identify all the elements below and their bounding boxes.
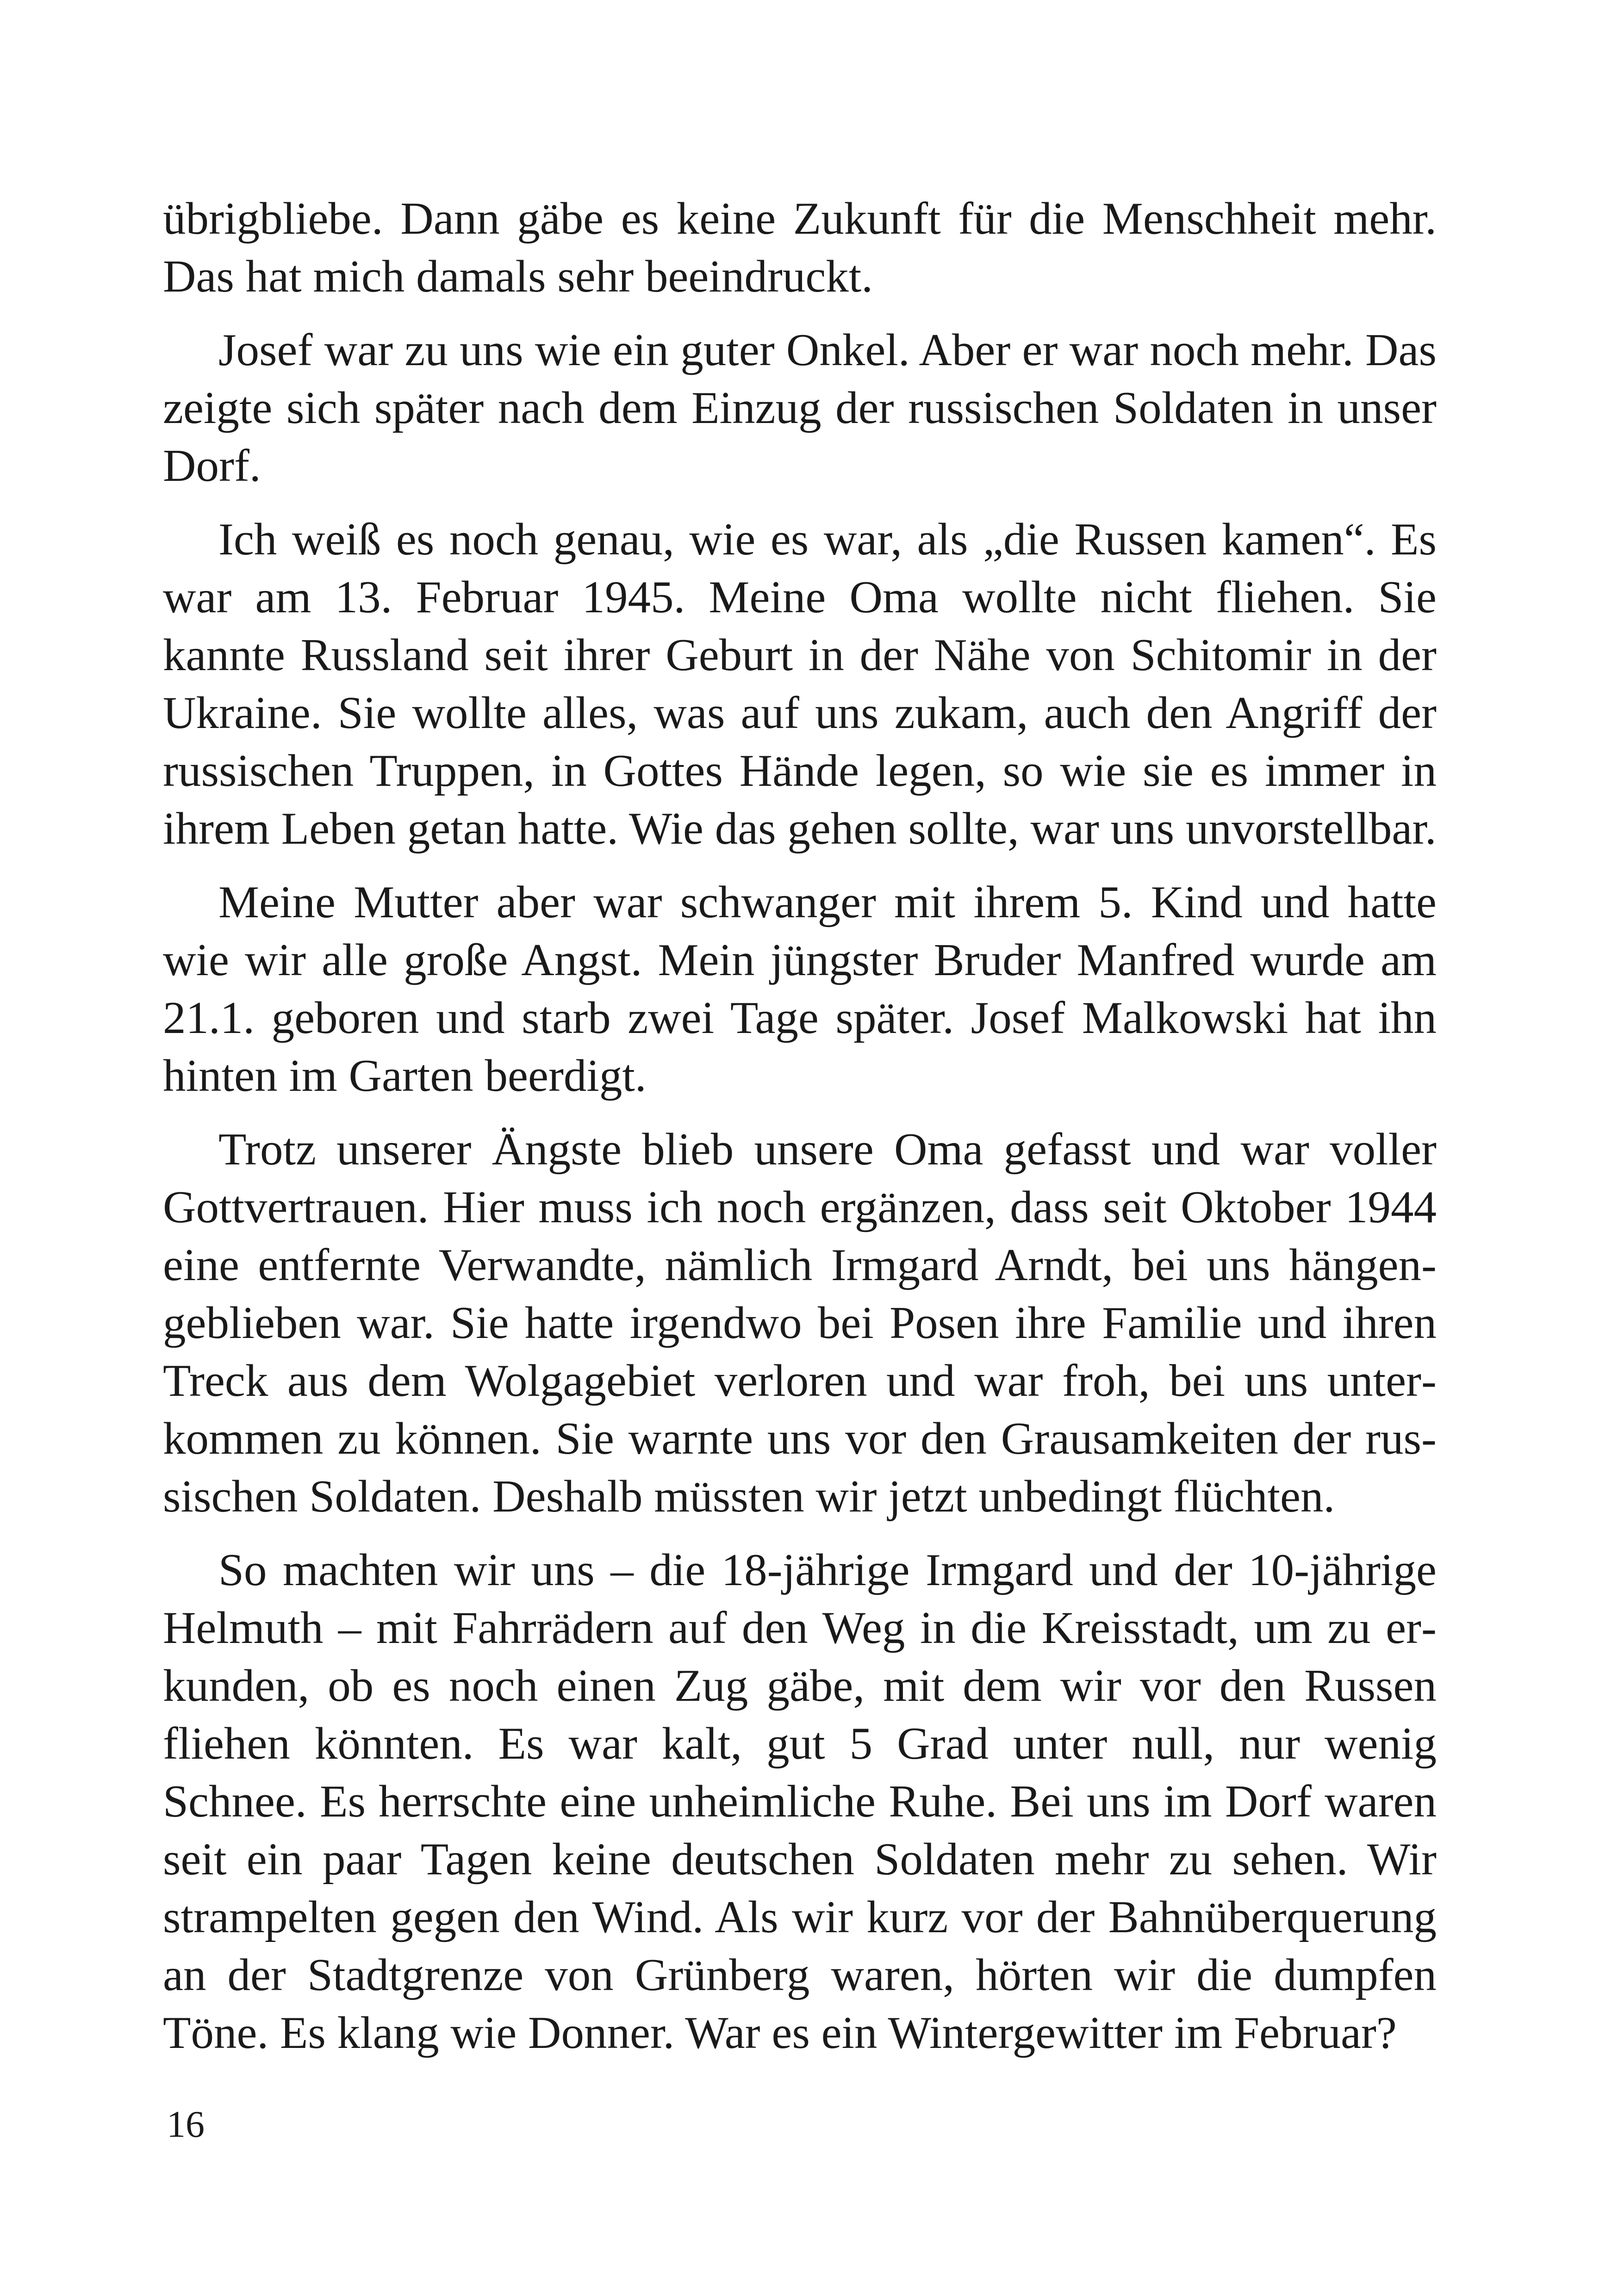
body-text (163, 190, 1437, 2078)
paragraph-5: Trotz unserer Ängste blieb unsere Oma gefasst und war voller Gottvertrauen. Hier muss ich noch ergänzen, dass seit Oktober 1944 eine entfernte Verwandte, nämlich Irmgard Arndt, bei uns hängengeblieben war. Sie hatte irgendwo bei Posen ihre Familie und ihren Treck aus dem Wolgagebiet verloren und war froh, bei uns unterkommen zu können. Sie warnte uns vor den Grausamkeiten der russischen Soldaten. Deshalb müssten wir jetzt unbedingt flüchten. (163, 1124, 1437, 1522)
paragraph-6: So machten wir uns – die 18-jährige Irmgard und der 10-jährige Helmuth – mit Fahrrädern auf den Weg in die Kreisstadt, um zu erkunden, ob es noch einen Zug gäbe, mit dem wir vor den Russen fliehen könnten. Es war kalt, gut 5 Grad unter null, nur wenig Schnee. Es herrschte eine unheimliche Ruhe. Bei uns im Dorf waren seit ein paar Tagen keine deutschen Soldaten mehr zu sehen. Wir strampelten gegen den Wind. Als wir kurz vor der Bahnüberquerung an der Stadtgrenze von Grünberg waren, hörten wir die dumpfen Töne. Es klang wie Donner. War es ein Wintergewitter im Februar? (163, 1545, 1437, 2058)
paragraph-3: Ich weiß es noch genau, wie es war, als „die Russen kamen“. Es war am 13. Februar 1945. Meine Oma wollte nicht fliehen. Sie kannte Russland seit ihrer Geburt in der Nähe von Schitomir in der Ukraine. Sie wollte alles, was auf uns zukam, auch den Angriff der russischen Truppen, in Gottes Hände legen, so wie sie es immer in ihrem Leben getan hatte. Wie das gehen sollte, war uns unvorstellbar. (163, 514, 1437, 854)
page-number: 16 (167, 2103, 205, 2145)
paragraph-2: Josef war zu uns wie ein guter Onkel. Aber er war noch mehr. Das zeigte sich später nach dem Einzug der russischen Soldaten in unser Dorf. (163, 325, 1437, 491)
paragraph-4: Meine Mutter aber war schwanger mit ihrem 5. Kind und hatte wie wir alle große Angst. Mein jüngster Bruder Manfred wurde am 21.1. geboren und starb zwei Tage später. Josef Malkowski hat ihn hinten im Garten beerdigt. (163, 877, 1437, 1101)
paragraph-1: übrigbliebe. Dann gäbe es keine Zukunft für die Menschheit mehr. Das hat mich damals sehr beeindruckt. (163, 193, 1437, 302)
